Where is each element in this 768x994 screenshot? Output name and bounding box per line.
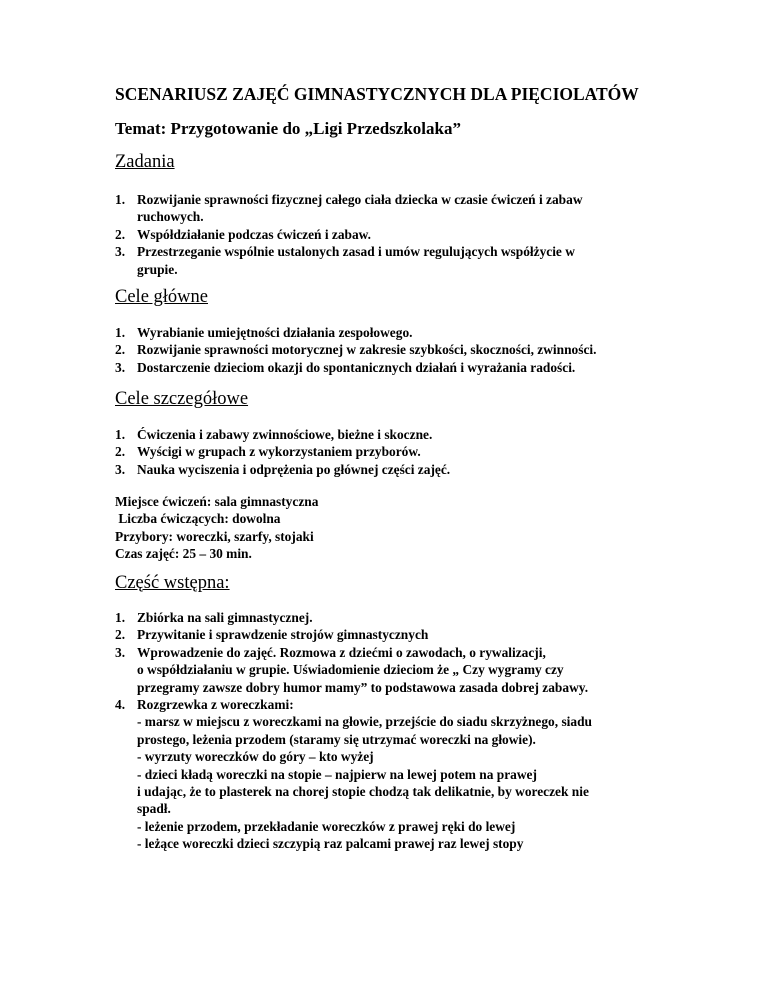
item-number: 4.	[115, 697, 126, 713]
item-number: 2.	[115, 226, 126, 242]
item-number: 3.	[115, 244, 126, 260]
item-number: 3.	[115, 644, 126, 660]
info-czas: Czas zajęć: 25 – 30 min.	[115, 546, 252, 562]
info-liczba: Liczba ćwiczących: dowolna	[115, 511, 281, 527]
heading-cele-glowne: Cele główne	[115, 287, 208, 307]
item-number: 1.	[115, 325, 126, 340]
item-text: - leżenie przodem, przekładanie woreczków z prawej ręki do lewej	[137, 818, 516, 834]
list-zadania	[115, 191, 583, 278]
item-text: Wyrabianie umiejętności działania zespołowego.	[137, 325, 413, 340]
document-title: SCENARIUSZ ZAJĘĆ GIMNASTYCZNYCH DLA PIĘCIOLATÓW	[115, 84, 639, 104]
list-item	[115, 461, 450, 478]
document-topic: Temat: Przygotowanie do „Ligi Przedszkolaka”	[115, 119, 461, 138]
heading-zadania: Zadania	[115, 152, 175, 172]
list-cele-szczegolowe	[115, 426, 450, 478]
list-item	[115, 443, 450, 460]
item-number: 1.	[115, 610, 126, 625]
item-text: Nauka wyciszenia i odprężenia po głównej części zajęć.	[137, 461, 451, 477]
item-text: spadł.	[137, 801, 171, 817]
item-text: Zbiórka na sali gimnastycznej.	[137, 610, 313, 625]
item-text: Wprowadzenie do zajęć. Rozmowa z dziećmi o zawodach, o rywalizacji,	[137, 644, 546, 660]
heading-czesc-wstepna: Część wstępna:	[115, 573, 230, 593]
list-item	[115, 696, 592, 853]
info-przybory: Przybory: woreczki, szarfy, stojaki	[115, 528, 314, 544]
item-number: 3.	[115, 359, 126, 375]
item-text: - leżące woreczki dzieci szczypią raz palcami prawej raz lewej stopy	[137, 836, 524, 852]
item-text: Przestrzeganie wspólnie ustalonych zasad i umów regulujących współżycie w	[137, 244, 575, 260]
item-number: 1.	[115, 427, 126, 442]
list-item	[115, 324, 596, 341]
list-item	[115, 226, 583, 243]
list-item	[115, 644, 592, 696]
item-text: Dostarczenie dzieciom okazji do spontanicznych działań i wyrażania radości.	[137, 359, 576, 375]
list-item	[115, 626, 592, 643]
item-text: Wyścigi w grupach z wykorzystaniem przyborów.	[137, 444, 421, 460]
item-text: Współdziałanie podczas ćwiczeń i zabaw.	[137, 226, 371, 242]
item-number: 2.	[115, 627, 126, 643]
list-item	[115, 426, 450, 443]
item-text: - marsz w miejscu z woreczkami na głowie, przejście do siadu skrzyżnego, siadu	[137, 714, 592, 730]
list-cele-glowne	[115, 324, 596, 376]
list-item	[115, 191, 583, 226]
item-number: 1.	[115, 192, 126, 207]
item-text: Rozwijanie sprawności fizycznej całego ciała dziecka w czasie ćwiczeń i zabaw	[137, 192, 583, 207]
item-text: o współdziałaniu w grupie. Uświadomienie dzieciom że „ Czy wygramy czy	[137, 662, 564, 678]
item-text: grupie.	[137, 261, 178, 277]
item-text: - wyrzuty woreczków do góry – kto wyżej	[137, 749, 374, 765]
item-text: ruchowych.	[137, 209, 204, 225]
item-text: przegramy zawsze dobry humor mamy” to podstawowa zasada dobrej zabawy.	[137, 679, 589, 695]
list-item	[115, 243, 583, 278]
item-text: - dzieci kładą woreczki na stopie – najpierw na lewej potem na prawej	[137, 766, 537, 782]
item-text: i udając, że to plasterek na chorej stopie chodzą tak delikatnie, by woreczek nie	[137, 784, 589, 800]
item-text: prostego, leżenia przodem (staramy się utrzymać woreczki na głowie).	[137, 731, 536, 747]
info-block	[115, 493, 318, 563]
item-text: Rozgrzewka z woreczkami:	[137, 697, 294, 713]
item-text: Ćwiczenia i zabawy zwinnościowe, bieżne i skoczne.	[137, 427, 433, 442]
list-item	[115, 609, 592, 626]
list-czesc-wstepna	[115, 609, 592, 853]
list-item	[115, 359, 596, 376]
item-text: Przywitanie i sprawdzenie strojów gimnastycznych	[137, 627, 429, 643]
item-number: 2.	[115, 444, 126, 460]
list-item	[115, 341, 596, 358]
item-number: 2.	[115, 342, 126, 358]
heading-cele-szczegolowe: Cele szczegółowe	[115, 389, 249, 409]
item-text: Rozwijanie sprawności motorycznej w zakresie szybkości, skoczności, zwinności.	[137, 342, 597, 358]
item-number: 3.	[115, 461, 126, 477]
info-miejsce: Miejsce ćwiczeń: sala gimnastyczna	[115, 494, 319, 509]
